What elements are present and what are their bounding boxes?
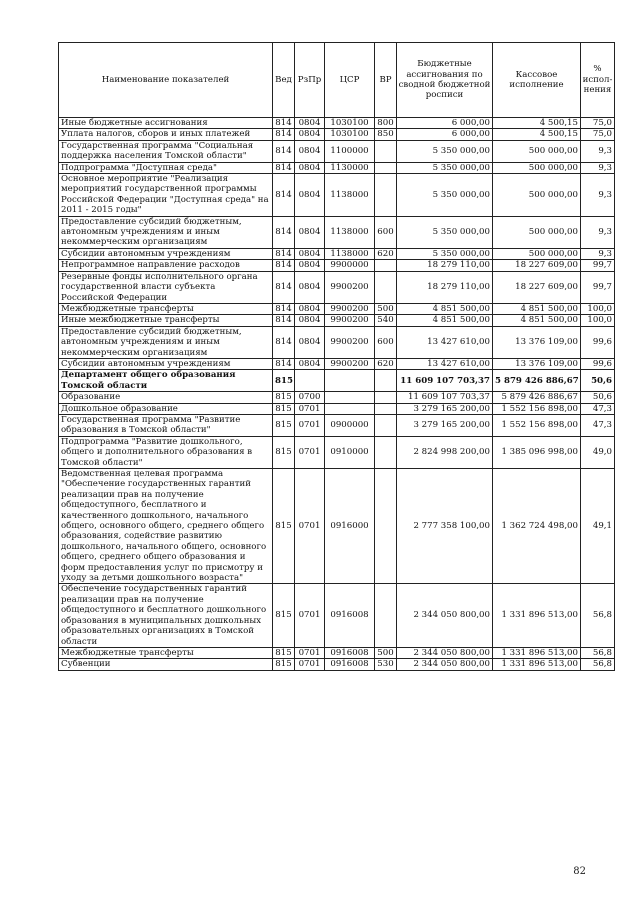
row-pct: 50,6 [581,392,615,403]
row-name: Подпрограмма "Доступная среда" [59,162,273,173]
row-fact: 13 376 109,00 [493,326,581,358]
row-csr: 9900200 [325,315,375,326]
table-row [59,370,615,392]
header-pct: % испол-нения [581,43,615,118]
row-csr: 0910000 [325,436,375,468]
row-rzpr: 0804 [295,260,325,271]
row-vr [375,414,397,436]
row-rzpr: 0804 [295,315,325,326]
row-fact: 1 385 096 998,00 [493,436,581,468]
row-pct: 99,6 [581,358,615,369]
row-ved: 814 [273,118,295,129]
header-plan: Бюджетные ассигнования по сводной бюджетной росписи [397,43,493,118]
row-plan: 3 279 165 200,00 [397,414,493,436]
row-name: Государственная программа "Социальная поддержка населения Томской области" [59,140,273,162]
row-rzpr: 0701 [295,647,325,658]
row-rzpr: 0804 [295,216,325,248]
row-rzpr [295,370,325,392]
row-rzpr: 0701 [295,403,325,414]
row-csr: 9900200 [325,271,375,303]
row-pct: 49,0 [581,436,615,468]
row-vr [375,392,397,403]
table-row [59,140,615,162]
row-plan: 5 350 000,00 [397,174,493,217]
row-fact: 1 331 896 513,00 [493,584,581,647]
row-plan: 13 427 610,00 [397,326,493,358]
row-plan: 18 279 110,00 [397,260,493,271]
table-row [59,469,615,584]
row-pct: 9,3 [581,216,615,248]
row-plan: 6 000,00 [397,129,493,140]
row-plan: 5 350 000,00 [397,162,493,173]
row-fact: 500 000,00 [493,162,581,173]
row-vr [375,271,397,303]
row-ved: 814 [273,174,295,217]
row-rzpr: 0804 [295,174,325,217]
row-plan: 5 350 000,00 [397,216,493,248]
row-fact: 1 331 896 513,00 [493,647,581,658]
row-csr: 1030100 [325,129,375,140]
row-plan: 2 344 050 800,00 [397,659,493,670]
row-csr [325,403,375,414]
table-row [59,303,615,314]
row-vr [375,469,397,584]
row-plan: 6 000,00 [397,118,493,129]
row-rzpr: 0804 [295,162,325,173]
row-name: Дошкольное образование [59,403,273,414]
row-name: Государственная программа "Развитие образования в Томской области" [59,414,273,436]
row-vr [375,162,397,173]
table-row [59,216,615,248]
row-pct: 9,3 [581,174,615,217]
row-name: Межбюджетные трансферты [59,303,273,314]
row-name: Межбюджетные трансферты [59,647,273,658]
row-vr: 600 [375,216,397,248]
row-pct: 47,3 [581,414,615,436]
row-pct: 75,0 [581,118,615,129]
row-name: Подпрограмма "Развитие дошкольного, общего и дополнительного образования в Томской области" [59,436,273,468]
budget-execution-table [58,42,615,671]
row-name: Иные бюджетные ассигнования [59,118,273,129]
row-vr: 620 [375,248,397,259]
row-plan: 2 824 998 200,00 [397,436,493,468]
row-rzpr: 0804 [295,326,325,358]
row-vr: 540 [375,315,397,326]
table-row [59,403,615,414]
table-row [59,436,615,468]
row-name: Субвенции [59,659,273,670]
row-pct: 9,3 [581,140,615,162]
row-vr [375,403,397,414]
row-name: Непрограммное направление расходов [59,260,273,271]
row-name: Резервные фонды исполнительного органа государственной власти субъекта Российской Федерации [59,271,273,303]
row-rzpr: 0701 [295,469,325,584]
row-plan: 5 350 000,00 [397,140,493,162]
row-fact: 5 879 426 886,67 [493,392,581,403]
row-vr: 850 [375,129,397,140]
row-fact: 500 000,00 [493,174,581,217]
table-row [59,358,615,369]
row-pct: 100,0 [581,303,615,314]
table-row [59,584,615,647]
row-fact: 1 331 896 513,00 [493,659,581,670]
row-rzpr: 0804 [295,303,325,314]
table-row [59,260,615,271]
row-fact: 500 000,00 [493,248,581,259]
table-row [59,659,615,670]
row-pct: 56,8 [581,659,615,670]
row-csr: 1138000 [325,248,375,259]
row-ved: 814 [273,216,295,248]
row-ved: 814 [273,248,295,259]
row-plan: 2 344 050 800,00 [397,584,493,647]
row-name: Департамент общего образования Томской области [59,370,273,392]
row-csr: 1138000 [325,216,375,248]
row-name: Субсидии автономным учреждениям [59,248,273,259]
row-fact: 18 227 609,00 [493,271,581,303]
row-plan: 2 777 358 100,00 [397,469,493,584]
table-row [59,271,615,303]
row-pct: 56,8 [581,647,615,658]
row-name: Предоставление субсидий бюджетным, автономным учреждениям и иным некоммерческим организациям [59,216,273,248]
row-vr [375,584,397,647]
page-number: 82 [573,866,586,877]
row-csr [325,392,375,403]
row-vr: 600 [375,326,397,358]
row-csr: 9900200 [325,303,375,314]
row-fact: 5 879 426 886,67 [493,370,581,392]
row-fact: 13 376 109,00 [493,358,581,369]
row-csr: 0900000 [325,414,375,436]
row-rzpr: 0804 [295,118,325,129]
row-rzpr: 0804 [295,129,325,140]
row-csr: 9900200 [325,358,375,369]
row-pct: 49,1 [581,469,615,584]
row-name: Иные межбюджетные трансферты [59,315,273,326]
row-ved: 814 [273,315,295,326]
table-row [59,118,615,129]
header-rzpr: РзПр [295,43,325,118]
row-rzpr: 0804 [295,140,325,162]
row-rzpr: 0701 [295,436,325,468]
row-pct: 50,6 [581,370,615,392]
row-vr [375,140,397,162]
row-ved: 814 [273,271,295,303]
table-header-row [59,43,615,118]
row-fact: 1 552 156 898,00 [493,403,581,414]
row-ved: 814 [273,303,295,314]
row-fact: 4 500,15 [493,129,581,140]
row-csr: 1138000 [325,174,375,217]
row-vr: 530 [375,659,397,670]
row-ved: 814 [273,260,295,271]
header-fact: Кассовое исполнение [493,43,581,118]
row-name: Основное мероприятие "Реализация мероприятий государственной программы Российской Федерации "Доступная среда" на 2011 - 2015 годы" [59,174,273,217]
row-vr [375,260,397,271]
row-pct: 47,3 [581,403,615,414]
row-pct: 100,0 [581,315,615,326]
row-fact: 500 000,00 [493,216,581,248]
row-vr: 620 [375,358,397,369]
row-plan: 18 279 110,00 [397,271,493,303]
row-name: Ведомственная целевая программа "Обеспечение государственных гарантий реализации прав на получение общедоступного, бесплатного и качественного дошкольного, начального общего, основного общего, среднего общего образования, содействие развитию дошкольного, начального общего, основного общего, среднего общего образования и форм предоставления услуг по присмотру и уходу за детьми дошкольного возраста" [59,469,273,584]
row-ved: 815 [273,469,295,584]
row-pct: 9,3 [581,248,615,259]
row-fact: 500 000,00 [493,140,581,162]
row-csr: 1030100 [325,118,375,129]
row-vr [375,370,397,392]
row-rzpr: 0804 [295,248,325,259]
row-name: Субсидии автономным учреждениям [59,358,273,369]
row-csr: 0916008 [325,647,375,658]
row-ved: 814 [273,140,295,162]
row-ved: 814 [273,326,295,358]
row-rzpr: 0804 [295,271,325,303]
row-pct: 99,7 [581,260,615,271]
row-csr: 1130000 [325,162,375,173]
row-fact: 4 500,15 [493,118,581,129]
header-name: Наименование показателей [59,43,273,118]
row-csr: 9900000 [325,260,375,271]
row-fact: 1 362 724 498,00 [493,469,581,584]
row-pct: 9,3 [581,162,615,173]
row-ved: 815 [273,659,295,670]
row-plan: 5 350 000,00 [397,248,493,259]
row-plan: 11 609 107 703,37 [397,392,493,403]
table-row [59,315,615,326]
row-fact: 1 552 156 898,00 [493,414,581,436]
header-vr: ВР [375,43,397,118]
table-row [59,392,615,403]
row-ved: 815 [273,584,295,647]
table-row [59,248,615,259]
row-ved: 815 [273,392,295,403]
row-ved: 815 [273,647,295,658]
row-vr: 500 [375,647,397,658]
header-csr: ЦСР [325,43,375,118]
row-fact: 4 851 500,00 [493,315,581,326]
row-plan: 11 609 107 703,37 [397,370,493,392]
row-csr [325,370,375,392]
row-plan: 3 279 165 200,00 [397,403,493,414]
row-name: Обеспечение государственных гарантий реализации прав на получение общедоступного и бесплатного дошкольного образования в муниципальных дошкольных образовательных организациях в Томской области [59,584,273,647]
row-csr: 0916008 [325,659,375,670]
row-ved: 815 [273,403,295,414]
table-row [59,647,615,658]
row-csr: 1100000 [325,140,375,162]
row-ved: 814 [273,358,295,369]
row-pct: 99,6 [581,326,615,358]
row-ved: 815 [273,436,295,468]
row-ved: 814 [273,129,295,140]
row-pct: 56,8 [581,584,615,647]
table-row [59,414,615,436]
row-name: Предоставление субсидий бюджетным, автономным учреждениям и иным некоммерческим организациям [59,326,273,358]
row-rzpr: 0700 [295,392,325,403]
table-row [59,162,615,173]
row-pct: 75,0 [581,129,615,140]
table-row [59,326,615,358]
row-fact: 4 851 500,00 [493,303,581,314]
row-vr: 500 [375,303,397,314]
row-plan: 2 344 050 800,00 [397,647,493,658]
row-csr: 0916008 [325,584,375,647]
table-row [59,174,615,217]
row-vr [375,436,397,468]
row-rzpr: 0804 [295,358,325,369]
row-csr: 9900200 [325,326,375,358]
row-name: Уплата налогов, сборов и иных платежей [59,129,273,140]
row-ved: 815 [273,370,295,392]
table-row [59,129,615,140]
row-rzpr: 0701 [295,584,325,647]
header-ved: Вед [273,43,295,118]
row-name: Образование [59,392,273,403]
row-ved: 815 [273,414,295,436]
row-plan: 4 851 500,00 [397,303,493,314]
row-fact: 18 227 609,00 [493,260,581,271]
row-vr [375,174,397,217]
row-vr: 800 [375,118,397,129]
row-csr: 0916000 [325,469,375,584]
row-plan: 4 851 500,00 [397,315,493,326]
row-plan: 13 427 610,00 [397,358,493,369]
table-body [59,118,615,671]
row-pct: 99,7 [581,271,615,303]
row-rzpr: 0701 [295,659,325,670]
row-rzpr: 0701 [295,414,325,436]
row-ved: 814 [273,162,295,173]
